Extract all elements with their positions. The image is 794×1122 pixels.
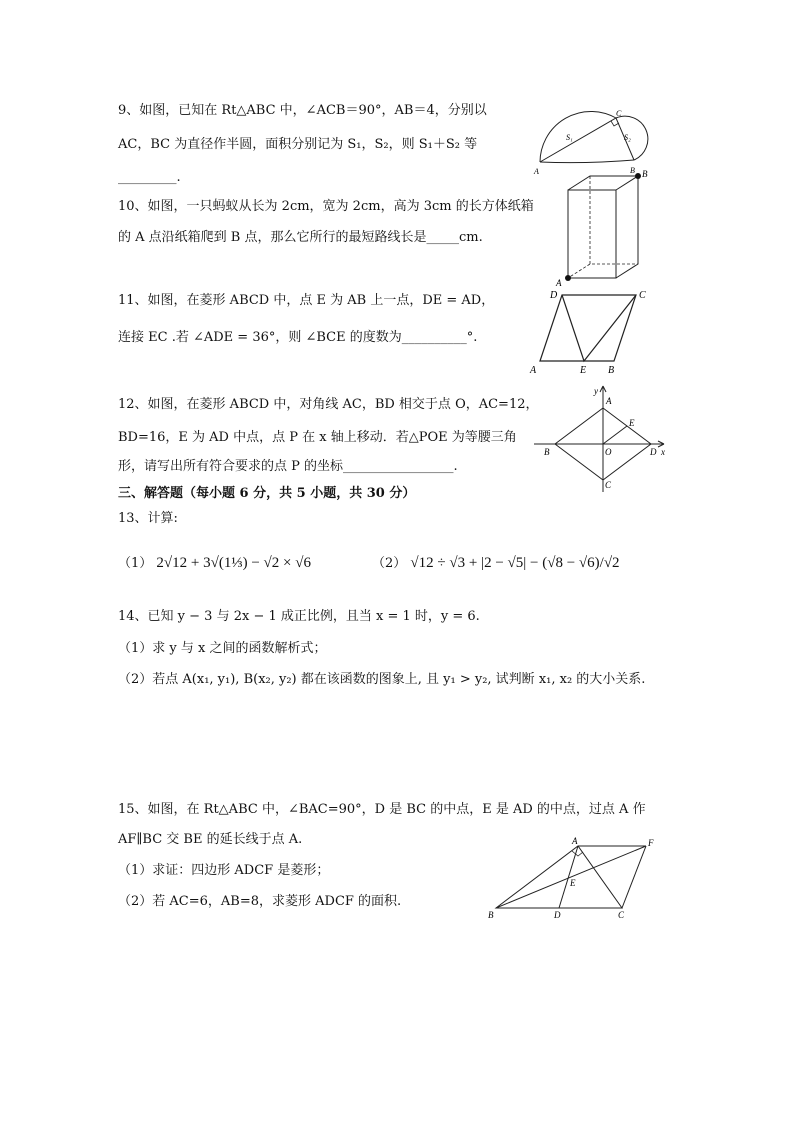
q15-label-c: C — [618, 910, 625, 920]
q11-label-a: A — [530, 365, 537, 376]
q12-label-d: D — [650, 447, 657, 457]
q15-line3: （1）求证：四边形 ADCF 是菱形； — [118, 863, 330, 878]
q15-line4: （2）若 AC=6，AB=8，求菱形 ADCF 的面积. — [118, 894, 402, 909]
q9-figure — [530, 90, 650, 180]
q12-label-a: A — [606, 396, 612, 406]
q12-label-b: B — [544, 447, 550, 457]
q14-line2: （1）求 y 与 x 之间的函数解析式； — [118, 641, 327, 656]
q12-label-c: C — [605, 480, 612, 490]
q10-figure — [554, 168, 654, 288]
q10-line2: 的 A 点沿纸箱爬到 B 点，那么它所行的最短路线长是_____cm. — [118, 230, 483, 245]
q12-label-y: y — [594, 386, 598, 396]
q13-part2 — [372, 555, 620, 572]
q14-line1: 14、已知 y − 3 与 2x − 1 成正比例，且当 x = 1 时，y = 6. — [118, 609, 480, 624]
q13-title: 13、计算: — [118, 511, 178, 526]
q10-point-b — [635, 173, 641, 179]
q15-line2: AF∥BC 交 BE 的延长线于点 A. — [118, 832, 303, 847]
q12-figure — [530, 382, 670, 494]
q12-line3: 形，请写出所有符合要求的点 P 的坐标_________________. — [118, 459, 458, 474]
q12-label-e: E — [629, 418, 635, 428]
q9-label-b: B — [630, 166, 635, 175]
q10-point-a — [565, 275, 571, 281]
q11-figure — [528, 285, 658, 377]
q12-line1: 12、如图，在菱形 ABCD 中，对角线 AC，BD 相交于点 O，AC=12， — [118, 397, 539, 412]
q9-line3: _________. — [118, 170, 181, 185]
section3-heading: 三、解答题（每小题 6 分，共 5 小题，共 30 分） — [118, 486, 416, 501]
q11-label-e: E — [580, 365, 587, 376]
q13-part2-label: （2） — [372, 556, 407, 571]
q10-label-b: B — [642, 169, 648, 179]
q15-label-b: B — [488, 910, 494, 920]
q15-line1: 15、如图，在 Rt△ABC 中，∠BAC=90°，D 是 BC 的中点，E 是 AD 的中点，过点 A 作 — [118, 802, 646, 817]
q15-label-a: A — [572, 836, 578, 846]
q11-label-b: B — [608, 365, 615, 376]
q9-label-a: A — [534, 167, 539, 176]
q9-line1: 9、如图，已知在 Rt△ABC 中，∠ACB＝90°，AB＝4，分别以 — [118, 103, 487, 118]
q9-line2: AC，BC 为直径作半圆，面积分别记为 S₁，S₂，则 S₁＋S₂ 等 — [118, 137, 478, 152]
q13-part1 — [118, 555, 311, 572]
q15-label-e: E — [570, 878, 576, 888]
q12-label-x: x — [661, 447, 665, 457]
q13-part2-expr: √12 ÷ √3 + |2 − √5| − (√8 − √6)/√2 — [410, 555, 620, 571]
q15-label-d: D — [554, 910, 561, 920]
q9-label-c: C — [616, 109, 622, 118]
q11-label-d: D — [550, 290, 558, 301]
q9-label-s1: S₁ — [566, 133, 573, 142]
q14-line3: （2）若点 A(x₁, y₁), B(x₂, y₂) 都在该函数的图象上, 且 y₁ > y₂, 试判断 x₁, x₂ 的大小关系. — [118, 672, 646, 687]
q10-line1: 10、如图，一只蚂蚁从长为 2cm，宽为 2cm，高为 3cm 的长方体纸箱 — [118, 199, 534, 214]
q15-label-f: F — [648, 838, 654, 848]
q15-figure — [486, 836, 662, 920]
q12-label-o: O — [605, 447, 612, 457]
q9-label-s2: S₂ — [624, 133, 631, 142]
q13-part1-label: （1） — [118, 556, 153, 571]
q13-part1-expr: 2√12 + 3√(1⅓) − √2 × √6 — [156, 555, 311, 571]
q11-label-c: C — [639, 290, 646, 301]
q11-line1: 11、如图，在菱形 ABCD 中，点 E 为 AB 上一点，DE = AD， — [118, 293, 495, 308]
q12-line2: BD=16，E 为 AD 中点，点 P 在 x 轴上移动．若△POE 为等腰三角 — [118, 430, 517, 445]
q10-label-a: A — [556, 278, 562, 288]
q11-line2: 连接 EC .若 ∠ADE = 36°，则 ∠BCE 的度数为__________°. — [118, 330, 478, 345]
